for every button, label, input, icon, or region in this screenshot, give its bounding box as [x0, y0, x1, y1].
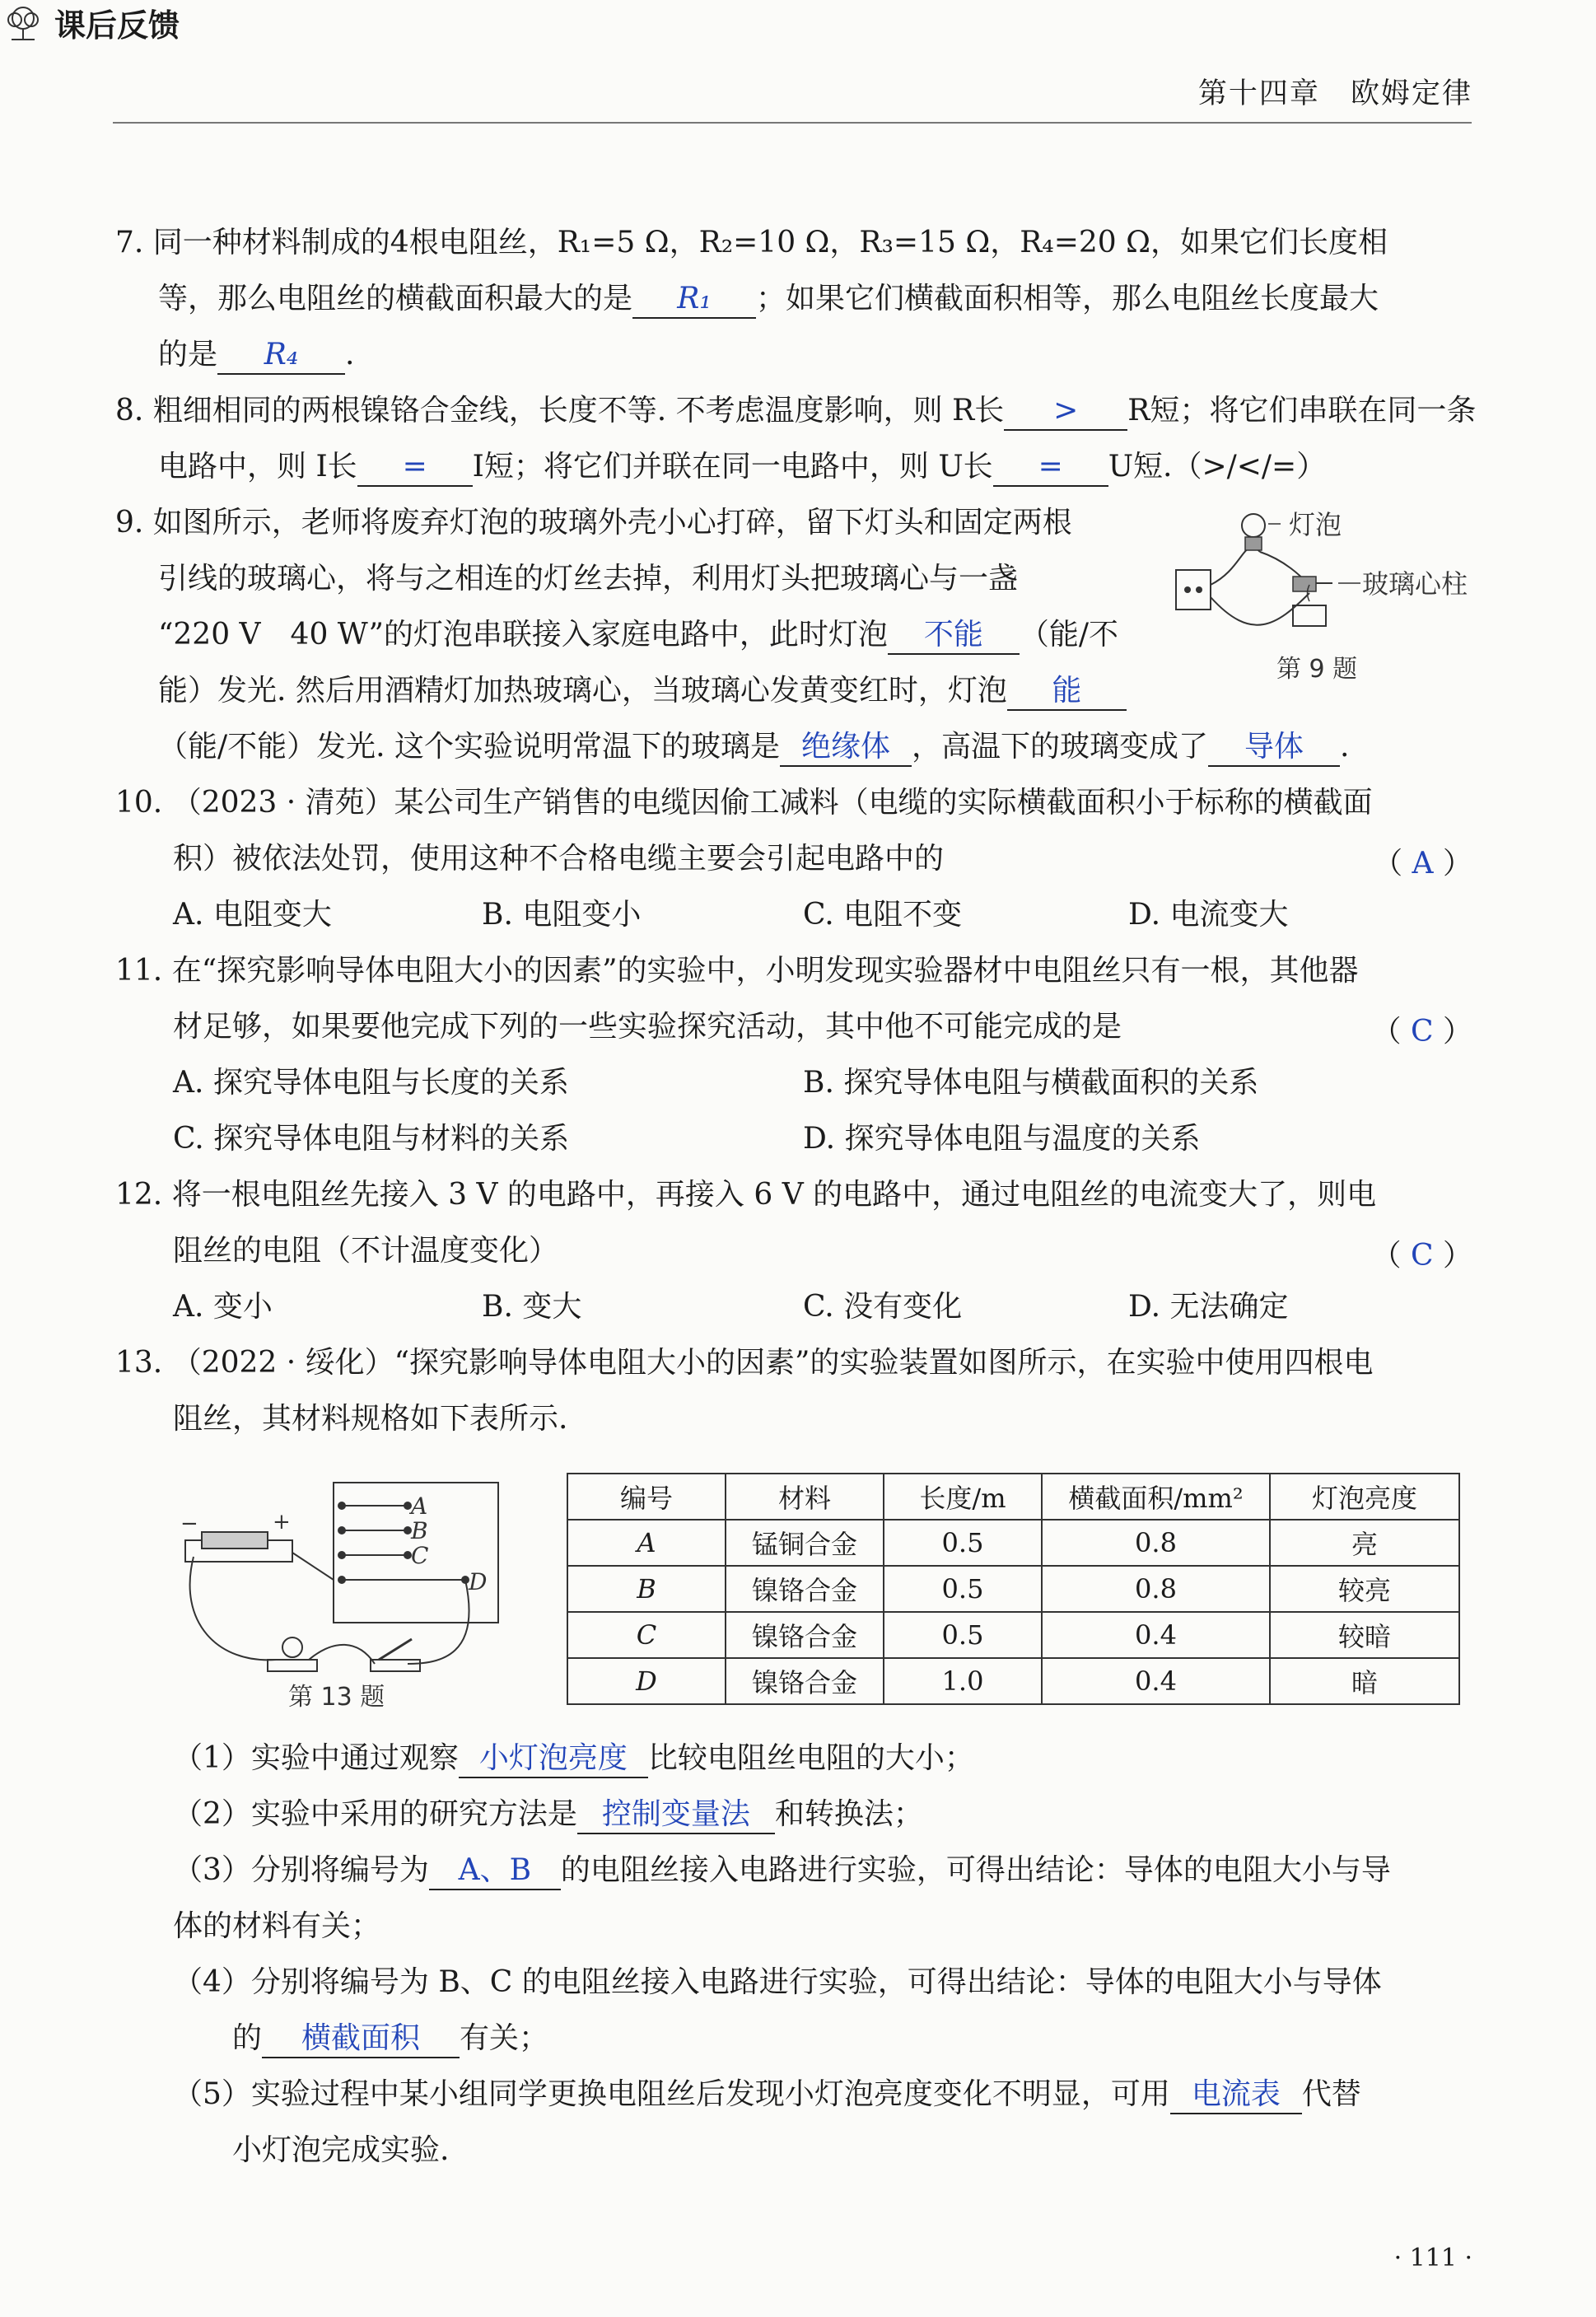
q13-line2: 阻丝，其材料规格如下表所示. — [173, 1402, 568, 1436]
q11-answer-box: （ C ） — [1371, 1015, 1472, 1049]
q12-option-b: B. 变大 — [482, 1290, 582, 1324]
q13-sub1: （1）实验中通过观察 小灯泡亮度 比较电阻丝电阻的大小； — [173, 1740, 974, 1778]
label-d: D — [469, 1568, 488, 1595]
q9-line3: “220 V 40 W”的灯泡串联接入家庭电路中，此时灯泡 不能 （能/不 — [158, 616, 1118, 655]
q9-line1: 9. 如图所示，老师将废弃灯泡的玻璃外壳小心打碎，留下灯头和固定两根 — [115, 506, 1072, 540]
q13-caption: 第 13 题 — [288, 1683, 385, 1712]
label-bulb: 灯泡 — [1289, 509, 1342, 540]
q10-option-a: A. 电阻变大 — [173, 898, 332, 932]
q12-line2: 阻丝的电阻（不计温度变化） — [173, 1234, 559, 1268]
q9-answer3: 绝缘体 — [780, 728, 912, 767]
switch-icon — [371, 1660, 420, 1671]
q9-caption: 第 9 题 — [1276, 655, 1358, 684]
q7-answer2: R₄ — [217, 336, 345, 375]
q13-line1: 13. （2022 · 绥化）“探究影响导体电阻大小的因素”的实验装置如图所示，在实验中使用四根电 — [115, 1346, 1374, 1380]
q11-option-a: A. 探究导体电阻与长度的关系 — [173, 1066, 569, 1100]
q13-figure — [169, 1474, 515, 1713]
q11-line2: 材足够，如果要他完成下列的一些实验探究活动，其中他不可能完成的是 — [173, 1010, 1122, 1044]
q8-line1: 8. 粗细相同的两根镍铬合金线，长度不等. 不考虑温度影响，则 R长 > R短；将它们串联在同一条 — [115, 392, 1476, 431]
q10-answer-box: （ A ） — [1373, 847, 1472, 881]
alcohol-lamp-icon — [1293, 605, 1326, 626]
lamp-icon — [282, 1637, 302, 1657]
q12-option-d: D. 无法确定 — [1128, 1290, 1289, 1324]
label-glass-core: 玻璃心柱 — [1362, 568, 1468, 600]
q13-sub1-answer: 小灯泡亮度 — [459, 1740, 648, 1778]
q13-sub3-answer: A、B — [429, 1852, 561, 1890]
q9-line2: 引线的玻璃心，将与之相连的灯丝去掉，利用灯头把玻璃心与一盏 — [158, 562, 1019, 596]
q13-sub2-answer: 控制变量法 — [577, 1796, 775, 1834]
q11-option-c: C. 探究导体电阻与材料的关系 — [173, 1122, 570, 1156]
q9-answer1: 不能 — [888, 616, 1020, 655]
q9-line5: （能/不能）发光. 这个实验说明常温下的玻璃是 绝缘体 ，高温下的玻璃变成了 导体 . — [158, 728, 1350, 767]
q12-answer-box: （ C ） — [1371, 1239, 1472, 1273]
q13-sub4: （4）分别将编号为 B、C 的电阻丝接入电路进行实验，可得出结论：导体的电阻大小与导体 — [173, 1965, 1382, 1999]
label-a: A — [411, 1493, 428, 1520]
label-c: C — [411, 1542, 429, 1569]
q8-line2: 电路中，则 I长 = I短；将它们并联在同一电路中，则 U长 = U短.（>/</=） — [158, 448, 1326, 487]
q13-table — [567, 1473, 1460, 1705]
q8-answer3: = — [993, 448, 1108, 487]
q13-sub2: （2）实验中采用的研究方法是 控制变量法 和转换法； — [173, 1796, 923, 1834]
q13-sub3-cont: 体的材料有关； — [173, 1909, 381, 1943]
q7-line1: 7. 同一种材料制成的4根电阻丝，R₁=5 Ω，R₂=10 Ω，R₃=15 Ω，R₄=20 Ω，如果它们长度相 — [115, 226, 1388, 259]
svg-text:+: + — [273, 1510, 291, 1535]
q8-answer1: > — [1004, 392, 1127, 431]
q10-option-b: B. 电阻变小 — [482, 898, 642, 932]
header-divider — [113, 122, 1472, 124]
q9-answer2: 能 — [1007, 672, 1127, 711]
tree-icon — [0, 5, 46, 41]
table-row: D 镍铬合金 1.0 0.4 暗 — [567, 1658, 1459, 1704]
q13-sub4-cont: 的 横截面积 有关； — [232, 2020, 548, 2058]
label-b: B — [411, 1517, 428, 1544]
table-row: C 镍铬合金 0.5 0.4 较暗 — [567, 1612, 1459, 1658]
q10-option-d: D. 电流变大 — [1128, 898, 1289, 932]
q9-answer4: 导体 — [1208, 728, 1340, 767]
section-title: 课后反馈 — [0, 0, 1596, 45]
q12-option-a: A. 变小 — [173, 1290, 273, 1324]
q9-figure — [1169, 502, 1482, 700]
bulb-icon — [1242, 514, 1265, 537]
q7-line2: 等，那么电阻丝的横截面积最大的是 R₁ ；如果它们横截面积相等，那么电阻丝长度最大 — [158, 280, 1379, 319]
q7-line3: 的是 R₄ . — [158, 336, 354, 375]
q12-option-c: C. 没有变化 — [803, 1290, 963, 1324]
q9-line4: 能）发光. 然后用酒精灯加热玻璃心，当玻璃心发黄变红时，灯泡 能 — [158, 672, 1127, 711]
q10-line1: 10. （2023 · 清苑）某公司生产销售的电缆因偷工减料（电缆的实际横截面积小于标称的横截面 — [115, 786, 1373, 820]
chapter-title: 欧姆定律 — [1350, 77, 1472, 110]
chapter-number: 第十四章 — [1197, 77, 1320, 110]
q11-option-b: B. 探究导体电阻与横截面积的关系 — [803, 1066, 1259, 1100]
q13-sub4-answer: 横截面积 — [262, 2020, 460, 2058]
q11-answer: C — [1411, 1015, 1434, 1049]
chapter-header — [1198, 71, 1472, 112]
q7-answer1: R₁ — [632, 280, 756, 319]
q13-sub5: （5）实验过程中某小组同学更换电阻丝后发现小灯泡亮度变化不明显，可用 电流表 代替 — [173, 2076, 1361, 2114]
q10-answer: A — [1412, 847, 1434, 881]
q10-option-c: C. 电阻不变 — [803, 898, 963, 932]
q13-sub3: （3）分别将编号为 A、B 的电阻丝接入电路进行实验，可得出结论：导体的电阻大小与导 — [173, 1852, 1391, 1890]
table-row: A 锰铜合金 0.5 0.8 亮 — [567, 1520, 1459, 1566]
page-number: · 111 · — [1393, 2244, 1472, 2273]
q11-line1: 11. 在“探究影响导体电阻大小的因素”的实验中，小明发现实验器材中电阻丝只有一根，其他器 — [115, 954, 1359, 988]
socket-icon — [1176, 570, 1211, 610]
q12-line1: 12. 将一根电阻丝先接入 3 V 的电路中，再接入 6 V 的电路中，通过电阻丝的电流变大了，则电 — [115, 1178, 1377, 1212]
table-row: B 镍铬合金 0.5 0.8 较亮 — [567, 1566, 1459, 1612]
svg-text:−: − — [180, 1511, 198, 1536]
q12-answer: C — [1411, 1239, 1434, 1273]
q11-option-d: D. 探究导体电阻与温度的关系 — [803, 1122, 1201, 1156]
table-header-row: 编号 材料 长度/m 横截面积/mm² 灯泡亮度 — [567, 1474, 1459, 1520]
q10-line2: 积）被依法处罚，使用这种不合格电缆主要会引起电路中的 — [173, 842, 945, 876]
q13-sub5-answer: 电流表 — [1170, 2076, 1302, 2114]
q13-sub5-cont: 小灯泡完成实验. — [232, 2133, 450, 2167]
q8-answer2: = — [357, 448, 473, 487]
